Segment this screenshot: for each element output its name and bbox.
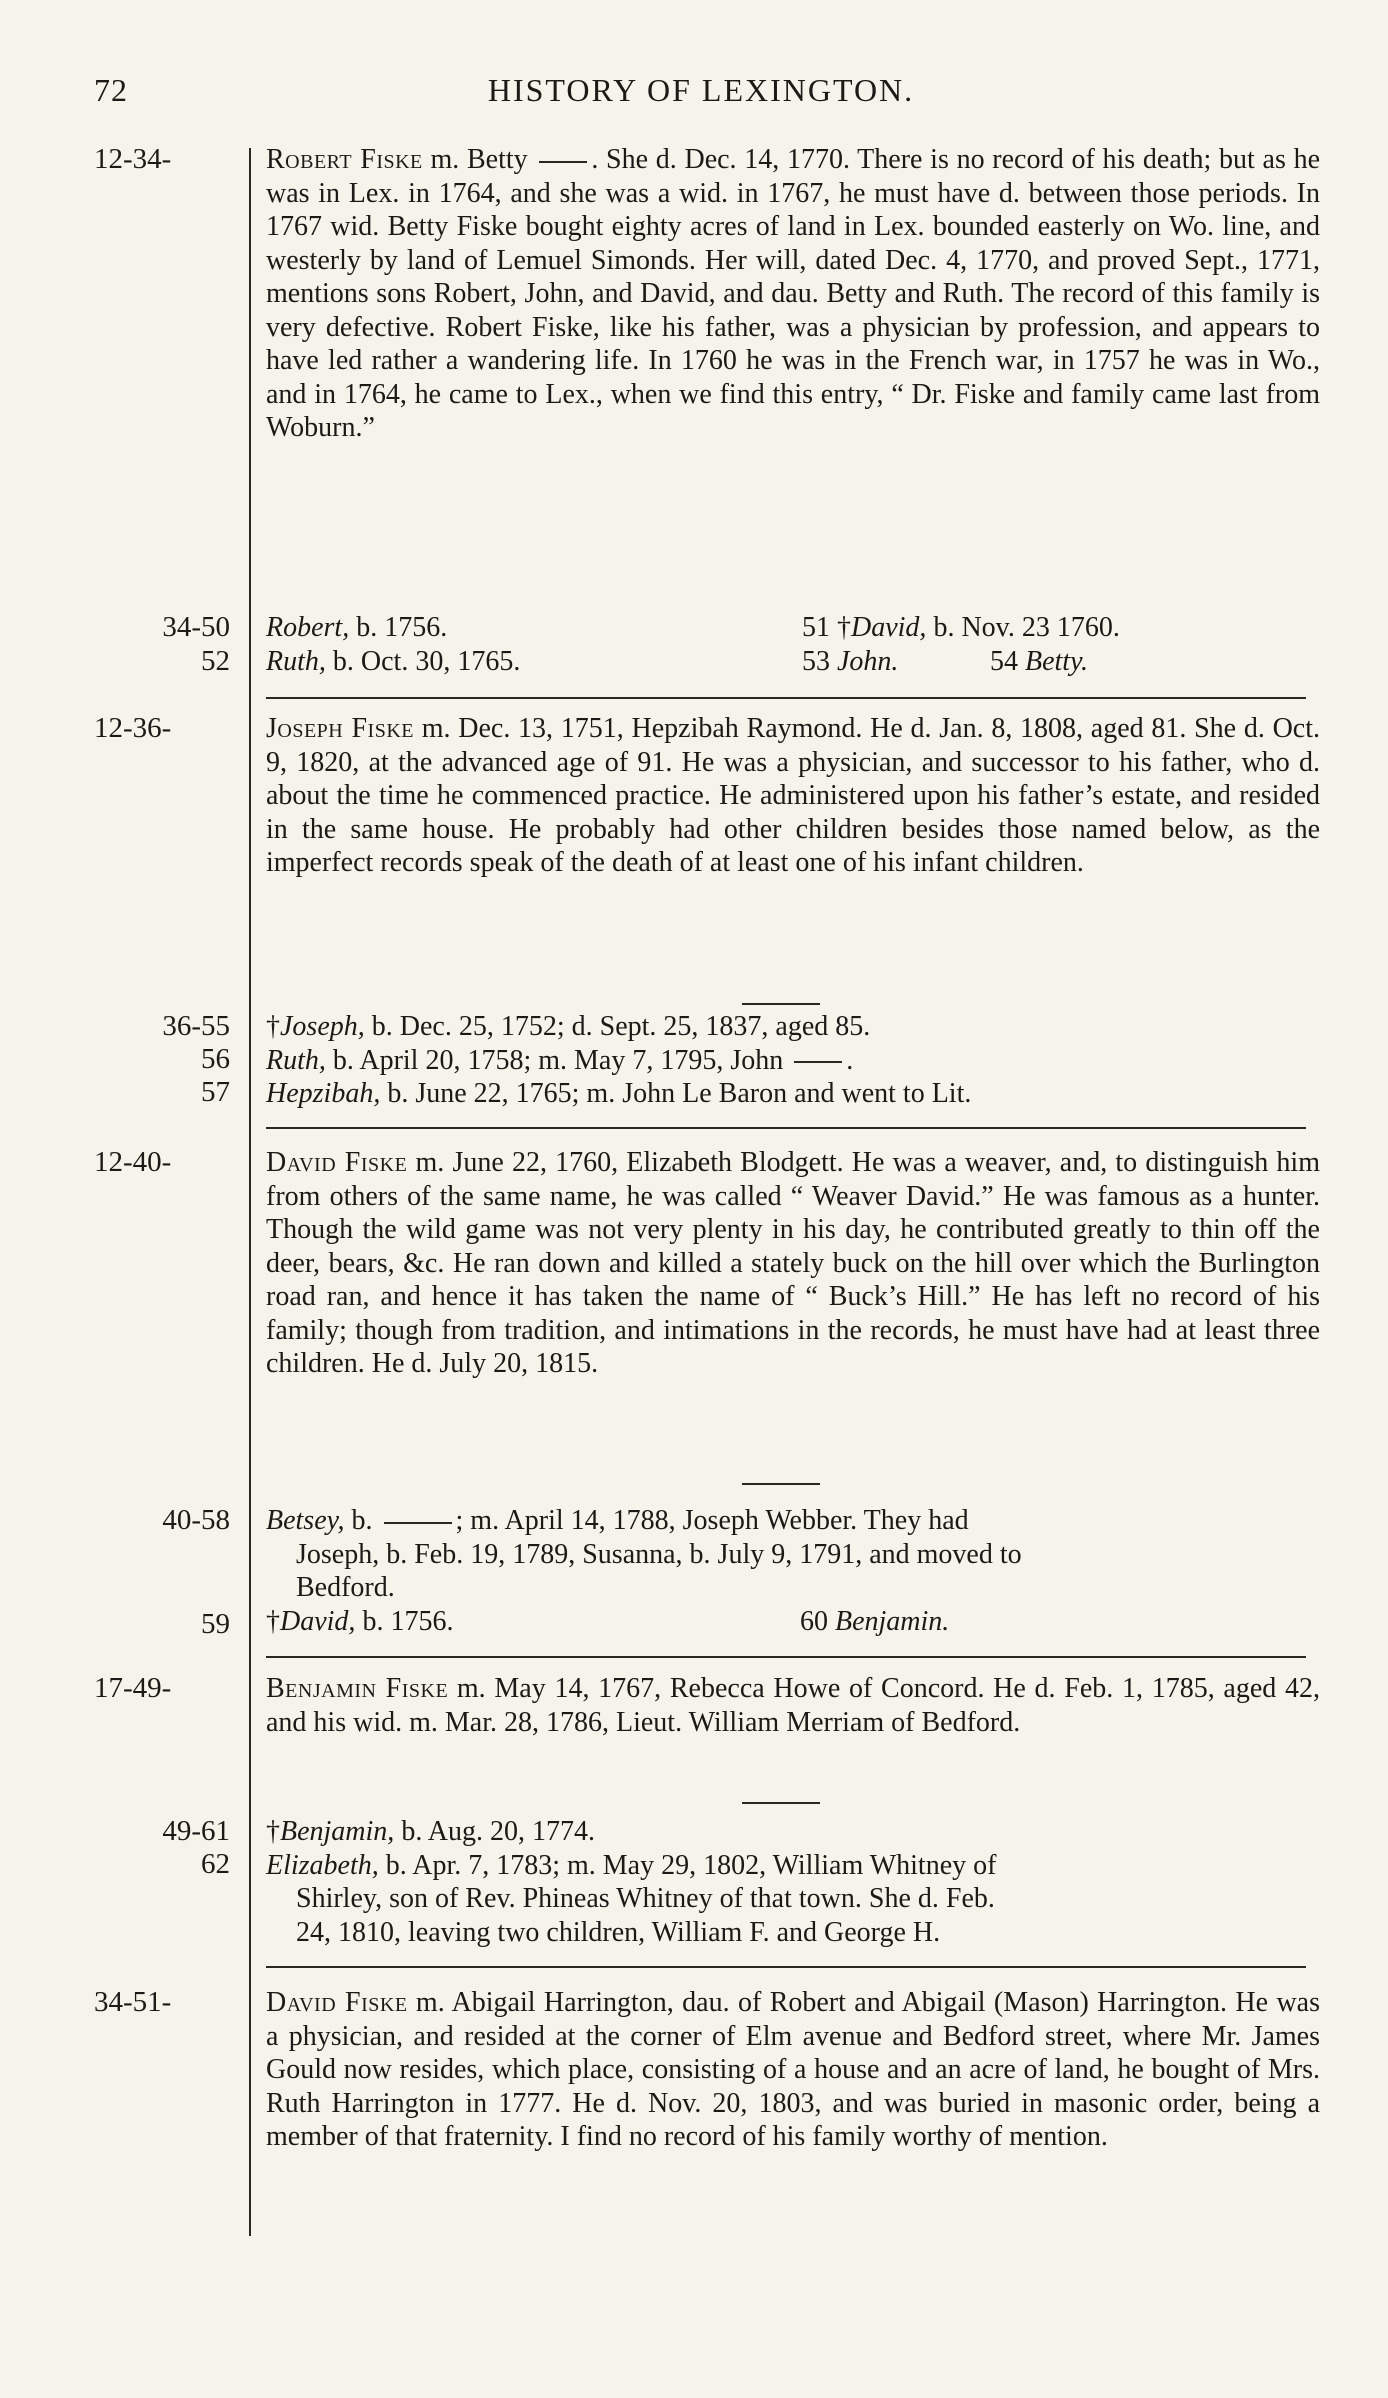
child-entry-continuation: Bedford. <box>296 1572 395 1603</box>
reference-number: 52 <box>201 645 230 677</box>
blank-dash <box>384 1522 452 1524</box>
entry-name: Robert Fiske <box>266 144 423 175</box>
running-header <box>94 72 1308 116</box>
entry-paragraph: Joseph Fiske m. Dec. 13, 1751, Hepzibah Raymond. He d. Jan. 8, 1808, aged 81. She d. Oct. 9, 1820, at the advanced age of 91. He was a physician, and successor to his father, who d. about the time he commenced practice. He administered upon his father’s estate, and resided in the same house. He probably had other children besides those named below, as the imperfect records speak of the death of at least one of his infant children. <box>266 713 1320 878</box>
reference-number: 12-34- <box>94 143 172 175</box>
child-entry: Ruth, b. Oct. 30, 1765. 53 John. 54 Betty. <box>266 645 1088 677</box>
reference-number: 49-61 <box>162 1815 230 1847</box>
short-divider <box>742 1003 820 1005</box>
child-entry: †Joseph, b. Dec. 25, 1752; d. Sept. 25, 1837, aged 85. <box>266 1011 871 1042</box>
short-divider <box>742 1802 820 1804</box>
reference-number: 56 <box>201 1043 230 1075</box>
children-robert <box>266 611 1320 678</box>
short-divider <box>742 1483 820 1485</box>
child-entry-continuation: 24, 1810, leaving two children, William F. and George H. <box>296 1916 941 1948</box>
entry-name: David Fiske <box>266 1987 408 2018</box>
children-david <box>266 1504 1320 1638</box>
reference-number: 57 <box>201 1076 230 1108</box>
reference-number: 12-36- <box>94 712 172 744</box>
child-entry: Hepzibah, b. June 22, 1765; m. John Le Baron and went to Lit. <box>266 1078 972 1109</box>
blank-dash <box>794 1061 842 1063</box>
section-divider <box>266 1127 1306 1129</box>
section-divider <box>266 1656 1306 1658</box>
reference-number: 12-40- <box>94 1146 172 1178</box>
child-entry: Ruth, b. April 20, 1758; m. May 7, 1795, John . <box>266 1044 854 1076</box>
page-number: 72 <box>94 72 128 108</box>
entry-robert-fiske <box>266 143 1320 445</box>
reference-number: 34-51- <box>94 1986 172 2018</box>
child-entry: Betsey, b. ; m. April 14, 1788, Joseph Webber. They had <box>266 1505 969 1536</box>
entry-joseph-fiske <box>266 712 1320 880</box>
entry-paragraph: Benjamin Fiske m. May 14, 1767, Rebecca Howe of Concord. He d. Feb. 1, 1785, aged 42, and his wid. m. Mar. 28, 1786, Lieut. William Merriam of Bedford. <box>266 1673 1320 1738</box>
entry-paragraph: David Fiske m. June 22, 1760, Elizabeth Blodgett. He was a weaver, and, to distinguish him from others of the same name, he was called “ Weaver David.” He was famous as a hunter. Though the wild game was not very plenty in his day, he contributed greatly to thin off the deer, bears, &c. He ran down and killed a stately buck on the hill over which the Burlington road ran, and hence it has taken the name of “ Buck’s Hill.” He has left no record of his family; though from tradition, and intimations in the records, he must have had at least three children. He d. July 20, 1815. <box>266 1147 1320 1379</box>
reference-number: 59 <box>201 1608 230 1640</box>
entry-name: Joseph Fiske <box>266 713 414 744</box>
child-entry: †David, b. 1756. 60 Benjamin. <box>266 1605 950 1637</box>
running-title: HISTORY OF LEXINGTON. <box>487 72 915 108</box>
entry-david-fiske-weaver <box>266 1146 1320 1381</box>
entry-paragraph: David Fiske m. Abigail Harrington, dau. of Robert and Abigail (Mason) Harrington. He was a physician, and resided at the corner of Elm avenue and Bedford street, where Mr. James Gould now resides, which place, consisting of a house and an acre of land, he bought of Mrs. Ruth Harrington in 1777. He d. Nov. 20, 1803, and was buried in masonic order, being a member of that fraternity. I find no record of his family worthy of mention. <box>266 1987 1320 2152</box>
reference-number: 17-49- <box>94 1672 172 1704</box>
child-entry: †Benjamin, b. Aug. 20, 1774. <box>266 1816 595 1847</box>
child-entry-continuation: Shirley, son of Rev. Phineas Whitney of that town. She d. Feb. <box>296 1883 995 1914</box>
entry-david-fiske-physician <box>266 1986 1320 2154</box>
section-divider <box>266 1966 1306 1968</box>
reference-number: 36-55 <box>162 1010 230 1042</box>
reference-number: 34-50 <box>162 611 230 643</box>
children-benjamin <box>266 1815 1320 1949</box>
child-entry-continuation: Joseph, b. Feb. 19, 1789, Susanna, b. July 9, 1791, and moved to <box>296 1538 1022 1570</box>
entry-paragraph: Robert Fiske m. Betty . She d. Dec. 14, 1770. There is no record of his death; but as he was in Lex. in 1764, and she was a wid. in 1767, he must have d. between those periods. In 1767 wid. Betty Fiske bought eighty acres of land in Lex. bounded easterly on Wo. line, and westerly by land of Lemuel Simonds. Her will, dated Dec. 4, 1770, and proved Sept., 1771, mentions sons Robert, John, and David, and dau. Betty and Ruth. The record of this family is very defective. Robert Fiske, like his father, was a physician by profession, and appears to have led rather a wandering life. In 1760 he was in the French war, in 1757 he was in Wo., and in 1764, he came to Lex., when we find this entry, “ Dr. Fiske and family came last from Woburn.” <box>266 144 1320 443</box>
section-divider <box>266 697 1306 699</box>
child-entry: Robert, b. 1756. 51 †David, b. Nov. 23 1760. <box>266 612 1120 643</box>
entry-name: David Fiske <box>266 1147 408 1178</box>
reference-number: 62 <box>201 1848 230 1880</box>
blank-dash <box>539 161 587 163</box>
child-entry: Elizabeth, b. Apr. 7, 1783; m. May 29, 1802, William Whitney of <box>266 1849 997 1881</box>
children-joseph <box>266 1010 1320 1111</box>
margin-rule <box>249 148 251 2236</box>
reference-number: 40-58 <box>162 1504 230 1536</box>
entry-name: Benjamin Fiske <box>266 1673 449 1704</box>
entry-benjamin-fiske <box>266 1672 1320 1739</box>
